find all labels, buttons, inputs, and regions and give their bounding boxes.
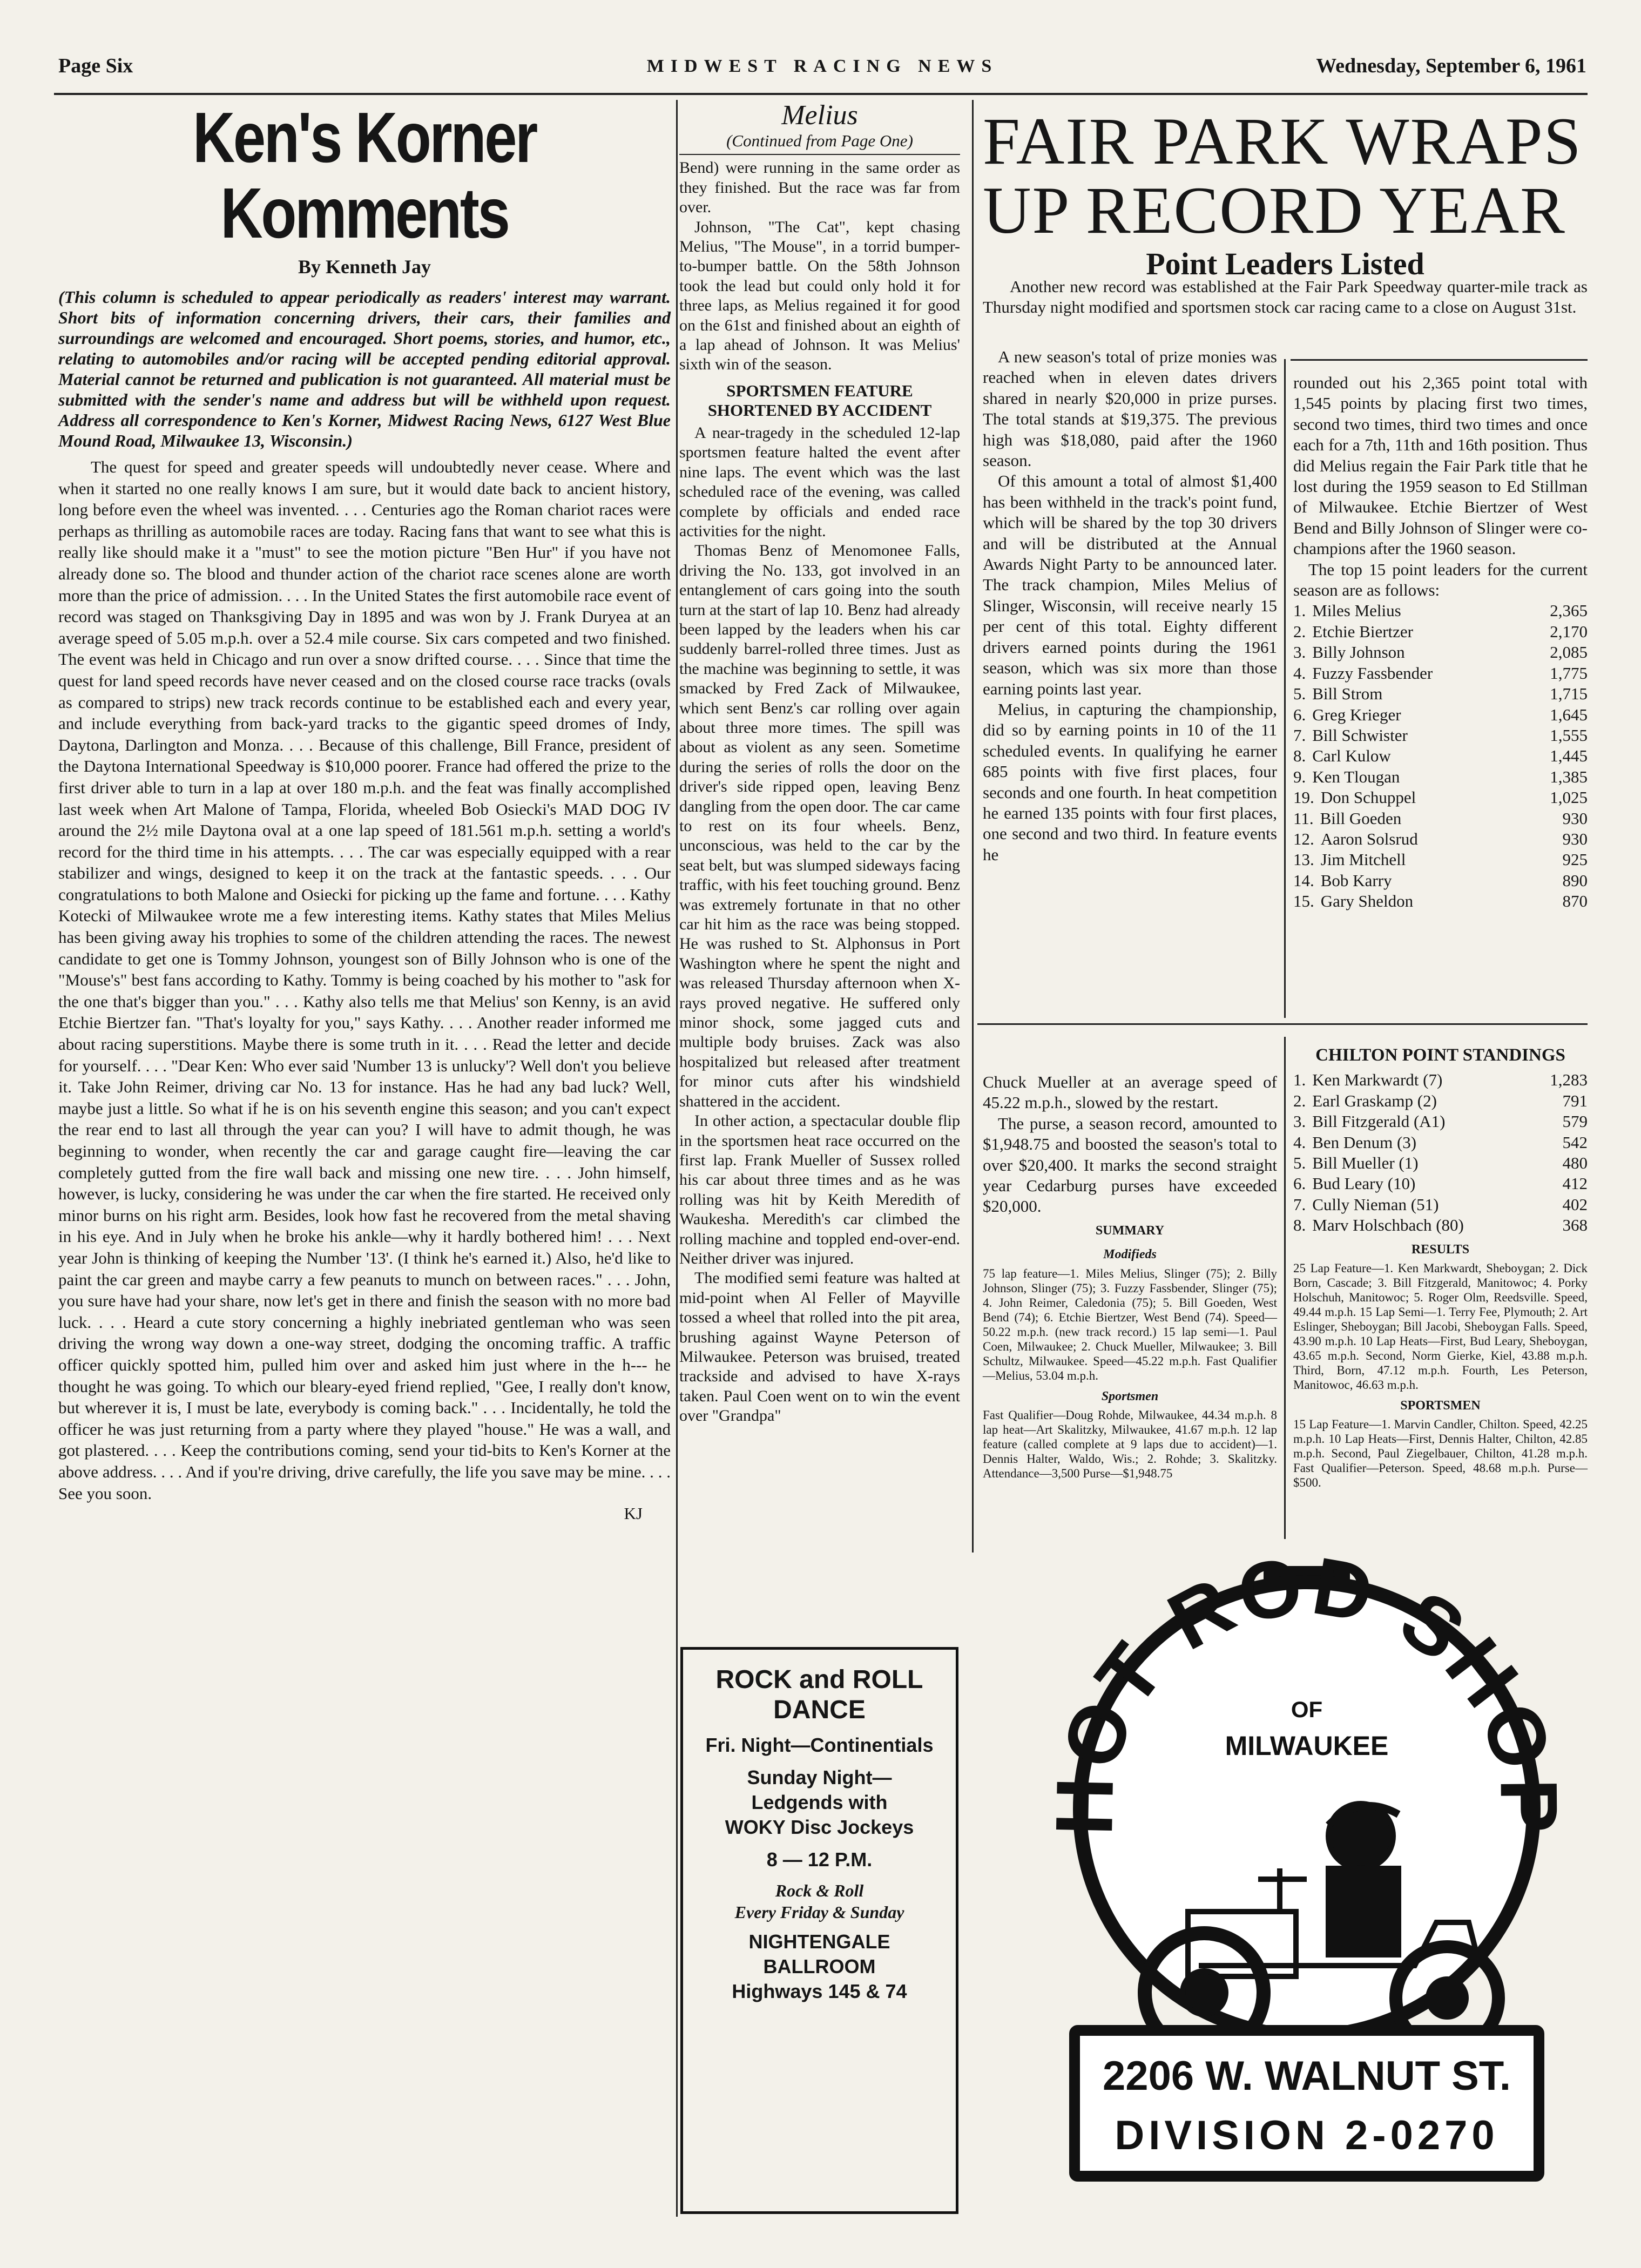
- summary-heading: SUMMARY: [1095, 1223, 1165, 1238]
- standings-row: [1293, 829, 1588, 849]
- ad-line: Fri. Night—Continentials: [705, 1734, 934, 1756]
- driver-name: [1293, 1111, 1445, 1132]
- rank: 8.: [1293, 1216, 1306, 1235]
- heading-rule: [679, 154, 960, 155]
- driver-name: [1293, 663, 1433, 684]
- rank: 8.: [1293, 746, 1306, 766]
- driver: Ben Denum (3): [1312, 1132, 1417, 1152]
- points: 925: [1562, 850, 1588, 869]
- driver-name: [1293, 849, 1406, 870]
- column-rule-4: [1284, 1037, 1286, 1539]
- points: 870: [1562, 892, 1588, 911]
- points: 1,025: [1550, 788, 1588, 807]
- paragraph: Melius, in capturing the championship, did so by earning points in 10 of the 11 scheduled events. In qualifying he earner 685 points with five first places, four seconds and one fourth. In heat competition he earned 135 points with four first places, one second and two third. In feature events he: [983, 699, 1277, 864]
- paper-name: MIDWEST RACING NEWS: [646, 56, 998, 76]
- driver: Fuzzy Fassbender: [1312, 663, 1433, 683]
- driver-name: [1293, 684, 1382, 704]
- leaders-rule: [1291, 359, 1588, 361]
- issue-date: Wednesday, September 6, 1961: [1316, 55, 1586, 77]
- driver-name: [1293, 642, 1405, 663]
- modifieds-results: 75 lap feature—1. Miles Melius, Slinger (75); 2. Billy Johnson, Slinger (75); 3. Fuzzy Fassbender, Slinger (75); 4. John Reimer, Caledonia (75); 5. Bill Goeden, West Bend (74); 6. Etchie Biertzer, West Bend (74). Speed—50.22 m.p.h. (new track record.) 15 lap semi—1. Paul Coen, Milwaukee; 2. Chuck Mueller, Milwaukee; 3. Bill Schultz, Milwaukee. Speed—45.22 m.p.h. Fast Qualifier—Melius, 53.04 m.p.h.: [983, 1266, 1277, 1382]
- driver-name: [1293, 705, 1401, 725]
- paragraph: The top 15 point leaders for the current season are as follows:: [1293, 559, 1588, 600]
- driver: Bill Schwister: [1312, 725, 1408, 745]
- page-number: Page Six: [58, 55, 133, 77]
- melius-article: [679, 100, 960, 1426]
- points: 1,775: [1550, 663, 1588, 683]
- rank: 11.: [1293, 808, 1314, 828]
- rank: 19.: [1293, 788, 1314, 807]
- rank: 2.: [1293, 1091, 1306, 1110]
- rank: 7.: [1293, 725, 1306, 745]
- dance-advertisement: [680, 1647, 958, 2214]
- points: 1,645: [1550, 705, 1588, 724]
- points: 930: [1562, 808, 1588, 828]
- rank: 1.: [1293, 601, 1306, 620]
- column-intro: (This column is scheduled to appear periodically as readers' interest may warrant. Short bits of information concerning drivers, their cars, their families and surroundings are welcomed and encouraged. Short poems, stories, and humor, etc., relating to automobiles and/or racing will be accepted pending editorial approval. Material cannot be returned and publication is not guaranteed. All material must be submitted with the sender's name and address but will be withheld upon request. Address all correspondence to Ken's Korner, Midwest Racing News, 6127 West Blue Mound Road, Milwaukee 13, Wisconsin.): [58, 287, 671, 450]
- standings-row: [1293, 1111, 1588, 1132]
- column-rule-2: [972, 100, 974, 1552]
- points: 2,365: [1550, 601, 1588, 620]
- chilton-results: 25 Lap Feature—1. Ken Markwardt, Sheboygan; 2. Dick Born, Cascade; 3. Bill Fitzgerald, Manitowoc; 4. Porky Holschuh, Manitowoc; 5. Roger Olm, Reedsville. Speed, 49.44 m.p.h. 15 Lap Semi—1. Terry Fee, Plymouth; 2. Art Eslinger, Sheboygan; Bill Jacobi, Sheboygan Falls. Speed, 43.90 m.p.h. 10 Lap Heats—First, Bud Leary, Sheboygan, 43.65 m.p.h. Second, Norm Gierke, Kiel, 43.88 m.p.h. Third, Born, 47.12 m.p.h. Fourth, Les Peterson, Manitowoc, 46.63 m.p.h.: [1293, 1261, 1588, 1392]
- driver-name: [1293, 725, 1408, 746]
- standings-row: [1293, 1173, 1588, 1194]
- rank: 7.: [1293, 1194, 1306, 1214]
- paragraph: Johnson, "The Cat", kept chasing Melius, "The Mouse", in a torrid bumper-to-bumper battle. On the 58th Johnson took the lead but could only hold it for three laps, as Melius regained it for good on the 61st and finished about an eighth of a lap ahead of Johnson. It was Melius' sixth win of the season.: [679, 218, 960, 374]
- ad-line: Highways 145 & 74: [732, 1980, 907, 2002]
- points: 1,445: [1550, 746, 1588, 766]
- ad-line: DANCE: [773, 1696, 866, 1724]
- points: 1,715: [1550, 684, 1588, 704]
- shop-city: MILWAUKEE: [1225, 1731, 1389, 1761]
- paragraph: Chuck Mueller at an average speed of 45.22 m.p.h., slowed by the restart.: [983, 1072, 1277, 1112]
- shop-name: HOT ROD SHOP: [1038, 1555, 1575, 1837]
- standings-row: [1293, 1215, 1588, 1236]
- points: 368: [1562, 1216, 1588, 1235]
- paragraph: rounded out his 2,365 point total with 1,545 points by placing first two times, second two times, third two times and once each for a 7th, 11th and 16th position. Thus did Melius regain the Fair Park title that he lost during the 1959 season to Ed Stillman of Milwaukee. Etchie Biertzer of West Bend and Billy Johnson of Slinger were co-champions after the 1960 season.: [1293, 373, 1588, 558]
- standings-row: [1293, 622, 1588, 642]
- driver: Bill Goeden: [1320, 808, 1402, 828]
- fair-park-column-b: [1293, 373, 1588, 912]
- fair-park-continued: [983, 1072, 1277, 1481]
- standings-row: [1293, 849, 1588, 870]
- rank: 14.: [1293, 870, 1314, 890]
- standings-row: [1293, 705, 1588, 725]
- kens-korner-title: Ken's Korner Komments: [193, 98, 536, 253]
- driver-name: [1293, 891, 1413, 912]
- hot-rod-shop-advertisement: [1026, 1555, 1588, 2203]
- driver: Bill Mueller (1): [1312, 1153, 1419, 1173]
- rank: 4.: [1293, 663, 1306, 683]
- byline: By Kenneth Jay: [298, 256, 431, 278]
- driver: Ken Markwardt (7): [1312, 1070, 1443, 1090]
- standings-row: [1293, 767, 1588, 787]
- rank: 15.: [1293, 892, 1314, 911]
- driver: Jim Mitchell: [1320, 850, 1406, 869]
- fair-park-headline: FAIR PARK WRAPS UP RECORD YEAR: [983, 104, 1582, 247]
- standings-row: [1293, 600, 1588, 621]
- points: 2,085: [1550, 643, 1588, 662]
- points: 480: [1562, 1153, 1588, 1173]
- points: 412: [1562, 1174, 1588, 1193]
- sportsmen-results: Fast Qualifier—Doug Rohde, Milwaukee, 44.34 m.p.h. 8 lap heat—Art Skalitzky, Milwaukee, 41.67 m.p.h. 12 lap feature (called complete at 9 laps due to accident)—1. Dennis Halter, Waldo, Wis.; 2. Rohde; 3. Skalitzky. Attendance—3,500 Purse—$1,948.75: [983, 1408, 1277, 1481]
- driver-name: [1293, 808, 1401, 829]
- chilton-list: [1293, 1070, 1588, 1236]
- standings-row: [1293, 725, 1588, 746]
- rank: 6.: [1293, 705, 1306, 724]
- driver: Aaron Solsrud: [1320, 829, 1418, 848]
- standings-row: [1293, 787, 1588, 808]
- column-rule-1: [676, 100, 678, 2217]
- rank: 3.: [1293, 643, 1306, 662]
- paragraph: In other action, a spectacular double flip in the sportsmen heat race occurred on the first lap. Frank Mueller of Sussex rolled his car about three times and as he was rolling was hit by Keith Meredith of Waukesha. Meredith's car climbed the rolling machine and toppled end-over-end. Neither driver was injured.: [679, 1112, 960, 1267]
- ad-line: BALLROOM: [763, 1955, 876, 1977]
- driver: Greg Krieger: [1312, 705, 1401, 724]
- driver: Marv Holschbach (80): [1312, 1216, 1464, 1235]
- standings-row: [1293, 1153, 1588, 1173]
- standings-row: [1293, 684, 1588, 704]
- points: 579: [1562, 1112, 1588, 1131]
- signature: KJ: [624, 1504, 643, 1523]
- standings-row: [1293, 1194, 1588, 1215]
- driver-name: [1293, 1215, 1464, 1236]
- ad-line: ROCK and ROLL: [715, 1665, 923, 1694]
- ad-line: Rock & Roll: [775, 1881, 864, 1900]
- points: 890: [1562, 870, 1588, 890]
- driver-name: [1293, 600, 1401, 621]
- rank: 6.: [1293, 1174, 1306, 1193]
- driver-name: [1293, 787, 1416, 808]
- driver: Ken Tlougan: [1312, 767, 1400, 786]
- paragraph: A near-tragedy in the scheduled 12-lap sportsmen feature halted the event after nine laps. The event which was the last scheduled race of the evening, was called complete by officials and ended race activities for the night.: [679, 423, 960, 540]
- driver: Billy Johnson: [1312, 643, 1405, 662]
- paragraph: The purse, a season record, amounted to $1,948.75 and boosted the season's total to over $20,400. It marks the second straight year Cedarburg purses have exceeded $20,000.: [983, 1113, 1277, 1216]
- rank: 1.: [1293, 1070, 1306, 1090]
- paragraph: Bend) were running in the same order as they finished. But the race was far from over.: [679, 159, 960, 217]
- hot-rod-shop-logo: [1026, 1555, 1588, 2203]
- subheading: SPORTSMEN FEATURE SHORTENED BY ACCIDENT: [707, 381, 932, 420]
- chilton-sportsmen-results: 15 Lap Feature—1. Marvin Candler, Chilton. Speed, 42.25 m.p.h. 10 Lap Heats—First, Dennis Halter, Chilton, 42.85 m.p.h. Second, Paul Ziegelbauer, Chilton, 41.28 m.p.h. Fast Qualifier—Peterson. Speed, 48.68 m.p.h. Purse—$500.: [1293, 1418, 1588, 1490]
- section-rule: [977, 1023, 1588, 1025]
- driver: Bob Karry: [1320, 870, 1392, 890]
- fair-park-lead: Another new record was established at the Fair Park Speedway quarter-mile track as Thursday night modified and sportsmen stock car racing came to a close on August 31st.: [983, 277, 1588, 316]
- points: 542: [1562, 1132, 1588, 1152]
- points: 1,555: [1550, 725, 1588, 745]
- standings-row: [1293, 891, 1588, 912]
- standings-row: [1293, 808, 1588, 829]
- points: 1,283: [1550, 1070, 1588, 1090]
- driver-name: [1293, 829, 1418, 849]
- driver: Bill Strom: [1312, 684, 1383, 704]
- driver-name: [1293, 1132, 1416, 1153]
- points: 1,385: [1550, 767, 1588, 786]
- paragraph: The modified semi feature was halted at mid-point when Al Feller of Mayville tossed a wheel that rolled into the pit area, brushing against Wayne Peterson of Milwaukee. Peterson was bruised, treated trackside and advised to have X-rays taken. Paul Coen went on to win the event over "Grandpa": [679, 1269, 960, 1425]
- chilton-sportsmen-heading: SPORTSMEN: [1400, 1399, 1481, 1413]
- column-rule-3: [1284, 359, 1286, 1018]
- standings-row: [1293, 1070, 1588, 1090]
- shop-of: OF: [1291, 1697, 1323, 1722]
- rank: 9.: [1293, 767, 1306, 786]
- shop-address: 2206 W. WALNUT ST.: [1103, 2053, 1511, 2099]
- ad-line: Ledgends with: [751, 1791, 888, 1813]
- modifieds-heading: Modifieds: [1103, 1247, 1157, 1262]
- chilton-standings: [1293, 1045, 1588, 1490]
- ad-line: Every Friday & Sunday: [734, 1902, 904, 1922]
- sportsmen-heading: Sportsmen: [1101, 1389, 1159, 1403]
- masthead: [58, 54, 1586, 86]
- driver-name: [1293, 1153, 1419, 1173]
- standings-row: [1293, 1132, 1588, 1153]
- kens-korner-column: [54, 100, 675, 1523]
- points: 930: [1562, 829, 1588, 848]
- rank: 2.: [1293, 622, 1306, 641]
- driver-name: [1293, 746, 1391, 766]
- point-leaders-list: [1293, 600, 1588, 912]
- driver: Carl Kulow: [1312, 746, 1391, 766]
- ad-line: WOKY Disc Jockeys: [725, 1816, 914, 1838]
- article-heading: Melius: [781, 100, 858, 131]
- rank: 4.: [1293, 1132, 1306, 1152]
- points: 791: [1562, 1091, 1588, 1110]
- driver-name: [1293, 870, 1392, 891]
- rank: 5.: [1293, 1153, 1306, 1173]
- masthead-rule: [54, 93, 1588, 95]
- ad-line: NIGHTENGALE: [748, 1931, 890, 1953]
- standings-row: [1293, 1091, 1588, 1111]
- continued-note: (Continued from Page One): [726, 131, 913, 150]
- driver: Bill Fitzgerald (A1): [1312, 1112, 1446, 1131]
- results-heading: RESULTS: [1411, 1242, 1470, 1257]
- standings-row: [1293, 746, 1588, 766]
- paragraph: Thomas Benz of Menomonee Falls, driving the No. 133, got involved in an entanglement of cars going into the south turn at the start of lap 10. Benz had already been lapped by the leaders when his car suddenly barrel-rolled three times. Just as the machine was beginning to settle, it was smacked by Fred Zack of Milwaukee, which sent Benz's car rolling over again about three more times. The spill was about as violent as any seen. Sometime during the series of rolls the door on the driver's side ripped open, leaving Benz dangling from the open door. The car came to rest on its four wheels. Benz, unconscious, was held to the car by the seat belt, but was slumped sideways facing traffic, with his feet touching ground. Benz was extremely fortunate in that no other car hit him as the race was being stopped. He was rushed to St. Alphonsus in Port Washington where he spent the night and was released Thursday afternoon when X-rays proved negative. He suffered only minor shock, some jagged cuts and multiple body bruises. Zack was also hospitalized but released after treatment for minor cuts after his windshield shattered in the accident.: [679, 542, 960, 1110]
- ad-line: 8 — 12 P.M.: [766, 1848, 873, 1871]
- fair-park-column-a: [983, 347, 1277, 865]
- driver: Earl Graskamp (2): [1312, 1091, 1437, 1110]
- driver: Gary Sheldon: [1320, 892, 1414, 911]
- driver-name: [1293, 1070, 1442, 1090]
- column-body: The quest for speed and greater speeds will undoubtedly never cease. Where and when it started no one really knows I am sure, but it would date back to ancient history, long before even the wheel was invented. . . . Centuries ago the Roman chariot races were perhaps as thrilling as automobile races are today. Racing fans that want to see what this is really like should make it a "must" to see the motion picture "Ben Hur" if you have not already done so. The blood and thunder action of the chariot race scenes alone are worth more than the price of admission. . . . In the United States the first automobile race event of record was staged on Thanksgiving Day in 1895 and was won by J. Frank Duryea at an average speed of 5.05 m.p.h. over a 52.4 mile course. Six cars competed and two finished. The event was held in Chicago and run over a snow drifted course. . . . Since that time the quest for land speed records have never ceased and on the closed course race tracks (ovals as compared to strips) new track records continue to be established each and every year, and include everything from back-yard tracks to the gigantic speed dromes of Indy, Daytona, Darlington and Monza. . . . Because of this challenge, Bill France, president of the Daytona International Speedway is $10,000 poorer. France had offered the prize to the first driver able to turn in a lap at over 180 m.p.h. and the feat was finally accomplished last week when Art Malone of Tampa, Florida, wheeled Bob Osiecki's MAD DOG IV around the 2½ mile Daytona oval at a one lap speed of 181.561 m.p.h. setting a world's record for the third time in his attempts. . . . The car was especially equipped with a rear stabilizer and wings, designed to keep it on the track at the fantastic speeds. . . . Our congratulations to both Malone and Osiecki for picking up the fame and fortune. . . . Kathy Kotecki of Milwaukee wrote me a few interesting items. Kathy states that Miles Melius has been giving away his trophies to some of the children attending the races. The newest candidate to get one is Tommy Johnson, youngest son of Billy Johnson who is one of the "Mouse's" best fans according to Kathy. Tommy is being coached by his mother to "ask for the one that's bigger than you." . . . Kathy also tells me that Melius' son Kenny, is an avid Etchie Biertzer fan. "That's loyalty for you," says Kathy. . . . Another reader informed me about racing superstitions. Maybe there is some truth in it. . . . Read the letter and decide for yourself. . . . "Dear Ken: Who ever said 'Number 13 is unlucky'? Well don't you believe it. Take John Reimer, driving car No. 13 for instance. Has he had any bad luck? Well, maybe just a little. So what if he is on his seventh engine this season; and you can't expect the rear end to last all through the year can you? I will have to admit though, he was beginning to wonder, when recently the car and garage caught fire—leaving the car completely gutted from the fire wall back and missing one new tire. . . . John himself, however, is lucky, considering he was under the car when the fire started. He received only minor burns on his right arm. Besides, look how fast he recovered from the metal shaving in his eye. And in July when he broke his ankle—why it hardly bothered him! . . . Next year John is thinking of keeping the Number '13'. (I think he's earned it.) Also, he'd like to paint the car green and maybe carry a few peanuts to munch on between races." . . . John, you sure have had your share, now let's get in there and finish the season with no more bad luck. . . . Heard a cute story concerning a highly inebriated gentleman who was seen driving the wrong way down a one-way street, dodging the oncoming traffic. A traffic officer quickly spotted him, pulled him over and asked him just where in the h--- he thought he was going. To which our bleary-eyed friend replied, "Gee, I really don't know, but wherever it is, I must be late, everybody is coming back." . . . Incidentally, he told the officer he was just returning from a party where they played "house." He was a wall, and got plastered. . . . Keep the contributions coming, send your tid-bits to Ken's Korner at the above address. . . . And if you're driving, drive carefully, the life you save may be mine. . . . See you soon.: [58, 457, 671, 1503]
- fair-park-subhead: Point Leaders Listed: [1146, 246, 1424, 281]
- driver: Cully Nieman (51): [1312, 1194, 1439, 1214]
- driver-name: [1293, 1173, 1415, 1194]
- driver-name: [1293, 1194, 1439, 1215]
- ad-line: Sunday Night—: [747, 1766, 892, 1788]
- points: 2,170: [1550, 622, 1588, 641]
- points: 402: [1562, 1194, 1588, 1214]
- paragraph: A new season's total of prize monies was reached when in eleven dates drivers shared in nearly $20,000 in prize purses. The total stands at $19,375. The previous high was $18,080, paid after the 1960 season.: [983, 347, 1277, 470]
- paragraph: Of this amount a total of almost $1,400 has been withheld in the track's point fund, which will be shared by the top 30 drivers and will be distributed at the Annual Awards Night Party to be announced later. The track champion, Miles Melius of Slinger, Wisconsin, will receive nearly 15 per cent of this total. Eighty different drivers earned points during the 1961 season, which was six more than those earning points last year.: [983, 471, 1277, 698]
- driver-name: [1293, 622, 1413, 642]
- driver: Miles Melius: [1312, 601, 1401, 620]
- driver-name: [1293, 767, 1400, 787]
- shop-phone: DIVISION 2-0270: [1115, 2112, 1499, 2158]
- standings-row: [1293, 870, 1588, 891]
- driver: Bud Leary (10): [1312, 1174, 1416, 1193]
- driver: Don Schuppel: [1320, 788, 1416, 807]
- rank: 3.: [1293, 1112, 1306, 1131]
- rank: 12.: [1293, 829, 1314, 848]
- rank: 5.: [1293, 684, 1306, 704]
- rank: 13.: [1293, 850, 1314, 869]
- chilton-heading: CHILTON POINT STANDINGS: [1315, 1045, 1565, 1065]
- standings-row: [1293, 663, 1588, 684]
- driver: Etchie Biertzer: [1312, 622, 1414, 641]
- standings-row: [1293, 642, 1588, 663]
- driver-name: [1293, 1091, 1437, 1111]
